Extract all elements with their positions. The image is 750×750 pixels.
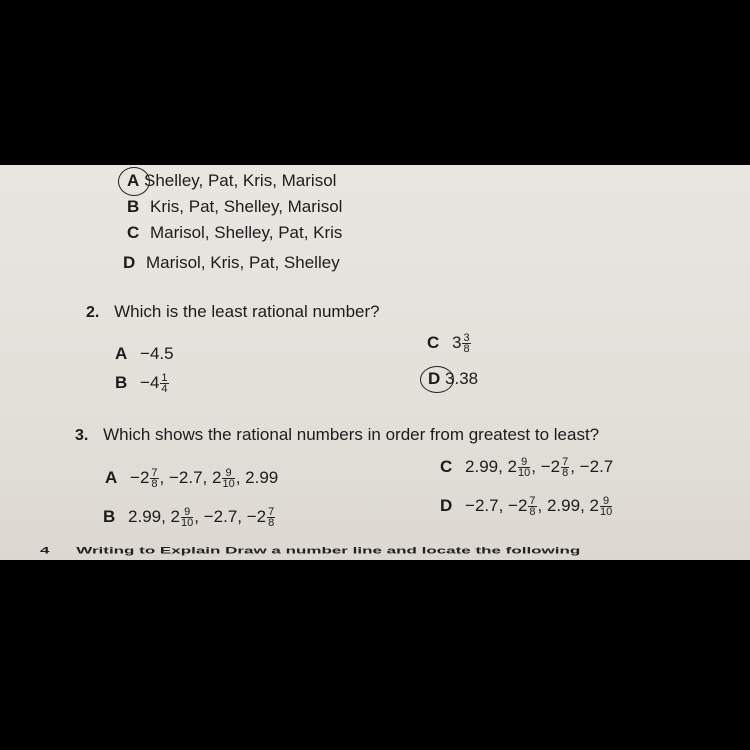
- q2-choice-b: B −4 $\frac{1}{4}$: [115, 372, 168, 396]
- worksheet-page: [0, 165, 750, 560]
- q2-choice-d: D 3.38: [428, 369, 479, 388]
- q3-choice-b: B 2.99, 2 $\frac{9}{10}$ , −2.7, −2 $\frac{7}{8}$: [103, 506, 275, 530]
- question-3: 3. Which shows the rational numbers in order from greatest to least?: [75, 425, 600, 444]
- q1-choice-b: B Kris, Pat, Shelley, Marisol: [127, 197, 343, 216]
- q3-choice-d: D −2.7, −2 $\frac{7}{8}$ , 2.99, 2 $\frac{9}{10}$: [440, 495, 613, 519]
- fraction: $\frac{3}{8}$: [463, 332, 470, 356]
- q3-choice-a: A −2 $\frac{7}{8}$ , −2.7, 2 $\frac{9}{10}$ , 2.99: [105, 467, 279, 491]
- q2-choice-c: C 3 $\frac{3}{8}$: [427, 332, 470, 356]
- q2-choice-a: A −4.5: [115, 344, 174, 363]
- question-2: 2. Which is the least rational number?: [86, 302, 380, 321]
- question-4-partial: 4 Writing to Explain Draw a number line and locate the following: [40, 545, 581, 556]
- q1-choice-a: A Shelley, Pat, Kris, Marisol: [127, 171, 337, 190]
- q1-choice-d: D Marisol, Kris, Pat, Shelley: [123, 253, 340, 272]
- q1-choice-c: C Marisol, Shelley, Pat, Kris: [127, 223, 343, 242]
- q3-choice-c: C 2.99, 2 $\frac{9}{10}$ , −2 $\frac{7}{8}$ , −2.7: [440, 456, 614, 480]
- fraction: $\frac{1}{4}$: [161, 372, 168, 396]
